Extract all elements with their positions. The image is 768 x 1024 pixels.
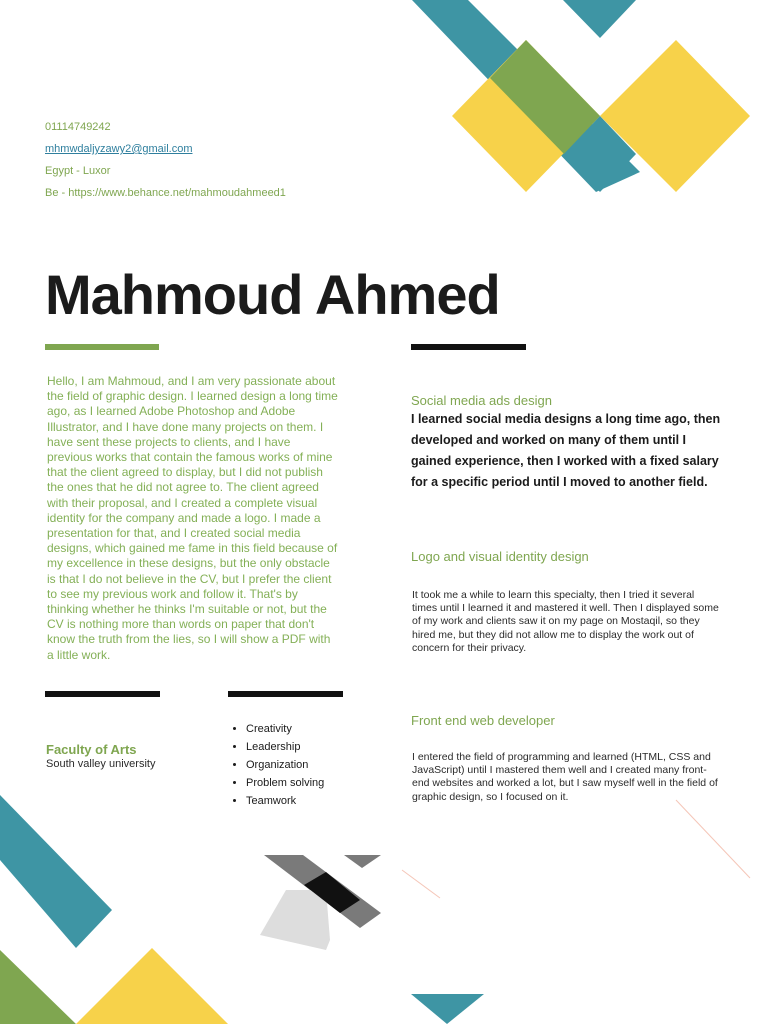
- skill-item: • Leadership: [246, 738, 324, 756]
- location: Egypt - Luxor: [45, 165, 111, 177]
- faint-line-2: [676, 800, 750, 878]
- black-divider-skills: [228, 691, 343, 697]
- teal-triangle-top: [563, 0, 636, 38]
- grey-triangle-top: [344, 855, 381, 868]
- experience-title-2: Logo and visual identity design: [411, 549, 589, 564]
- about-paragraph: Hello, I am Mahmoud, and I am very passionate about the field of graphic design. I learned design a long time ago, as I learned Adobe Photoshop and Adobe Illustrator, and I have done many projects on them. I have sent these projects to clients, and I have previous works that contain the famous works of mine that the client agreed to display, but I did not publish the ones that he did not agree to. The client agreed with their proposal, and I created a complete visual identity for the company and made a logo. I made a presentation for that, and I created social media designs, which gained me fame in this field because of my excellence in these designs, but the only obstacle is that I do not believe in the CV, but I prefer the client to see my previous work and follow it. That's by thinking whether he thinks I'm suitable or not, but the CV is nothing more than words on paper that don't know the truth from the lies, so I will show a PDF with a little work.: [47, 374, 338, 662]
- skills-list: [228, 720, 324, 810]
- behance-link[interactable]: Be - https://www.behance.net/mahmoudahmeed1: [45, 187, 286, 199]
- email-link[interactable]: mhmwdaljyzawy2@gmail.com: [45, 143, 193, 155]
- black-divider-education: [45, 691, 160, 697]
- skill-item: • Creativity: [246, 720, 324, 738]
- yellow-triangle-bottom-left: [76, 948, 228, 1024]
- experience-title-3: Front end web developer: [411, 713, 555, 728]
- experience-body-1: I learned social media designs a long time ago, then developed and worked on many of them until I gained experience, then I worked with a fixed salary for a specific period until I moved to another field.: [411, 412, 721, 489]
- contact-block: [45, 116, 286, 204]
- green-triangle-bottom-left: [0, 950, 76, 1024]
- experience-title-1: Social media ads design: [411, 393, 552, 408]
- page-title: Mahmoud Ahmed: [45, 263, 500, 326]
- education-title: Faculty of Arts: [46, 742, 137, 757]
- teal-triangle-bottom: [411, 994, 484, 1024]
- teal-band-bottom-left: [0, 795, 112, 948]
- experience-body-3: I entered the field of programming and learned (HTML, CSS and JavaScript) until I mastered them well and I created many front-end websites and worked a lot, but I saw myself well in the field of graphic design, so I focused on it.: [412, 751, 718, 803]
- skill-item: • Problem solving: [246, 774, 324, 792]
- green-divider: [45, 344, 159, 350]
- skill-item: • Teamwork: [246, 792, 324, 810]
- phone-number: 01114749242: [45, 121, 111, 133]
- grey-light-block: [260, 890, 330, 950]
- education-school: South valley university: [46, 758, 156, 770]
- black-divider-right: [411, 344, 526, 350]
- faint-line-1: [402, 870, 440, 898]
- experience-body-2: It took me a while to learn this specialty, then I tried it several times until I learned it and mastered it well. Then I displayed some of my work and clients saw it on my page on Mostaqil, so they hired me, but they did not allow me to display the work out of concern for their privacy.: [412, 589, 719, 654]
- skill-item: • Organization: [246, 756, 324, 774]
